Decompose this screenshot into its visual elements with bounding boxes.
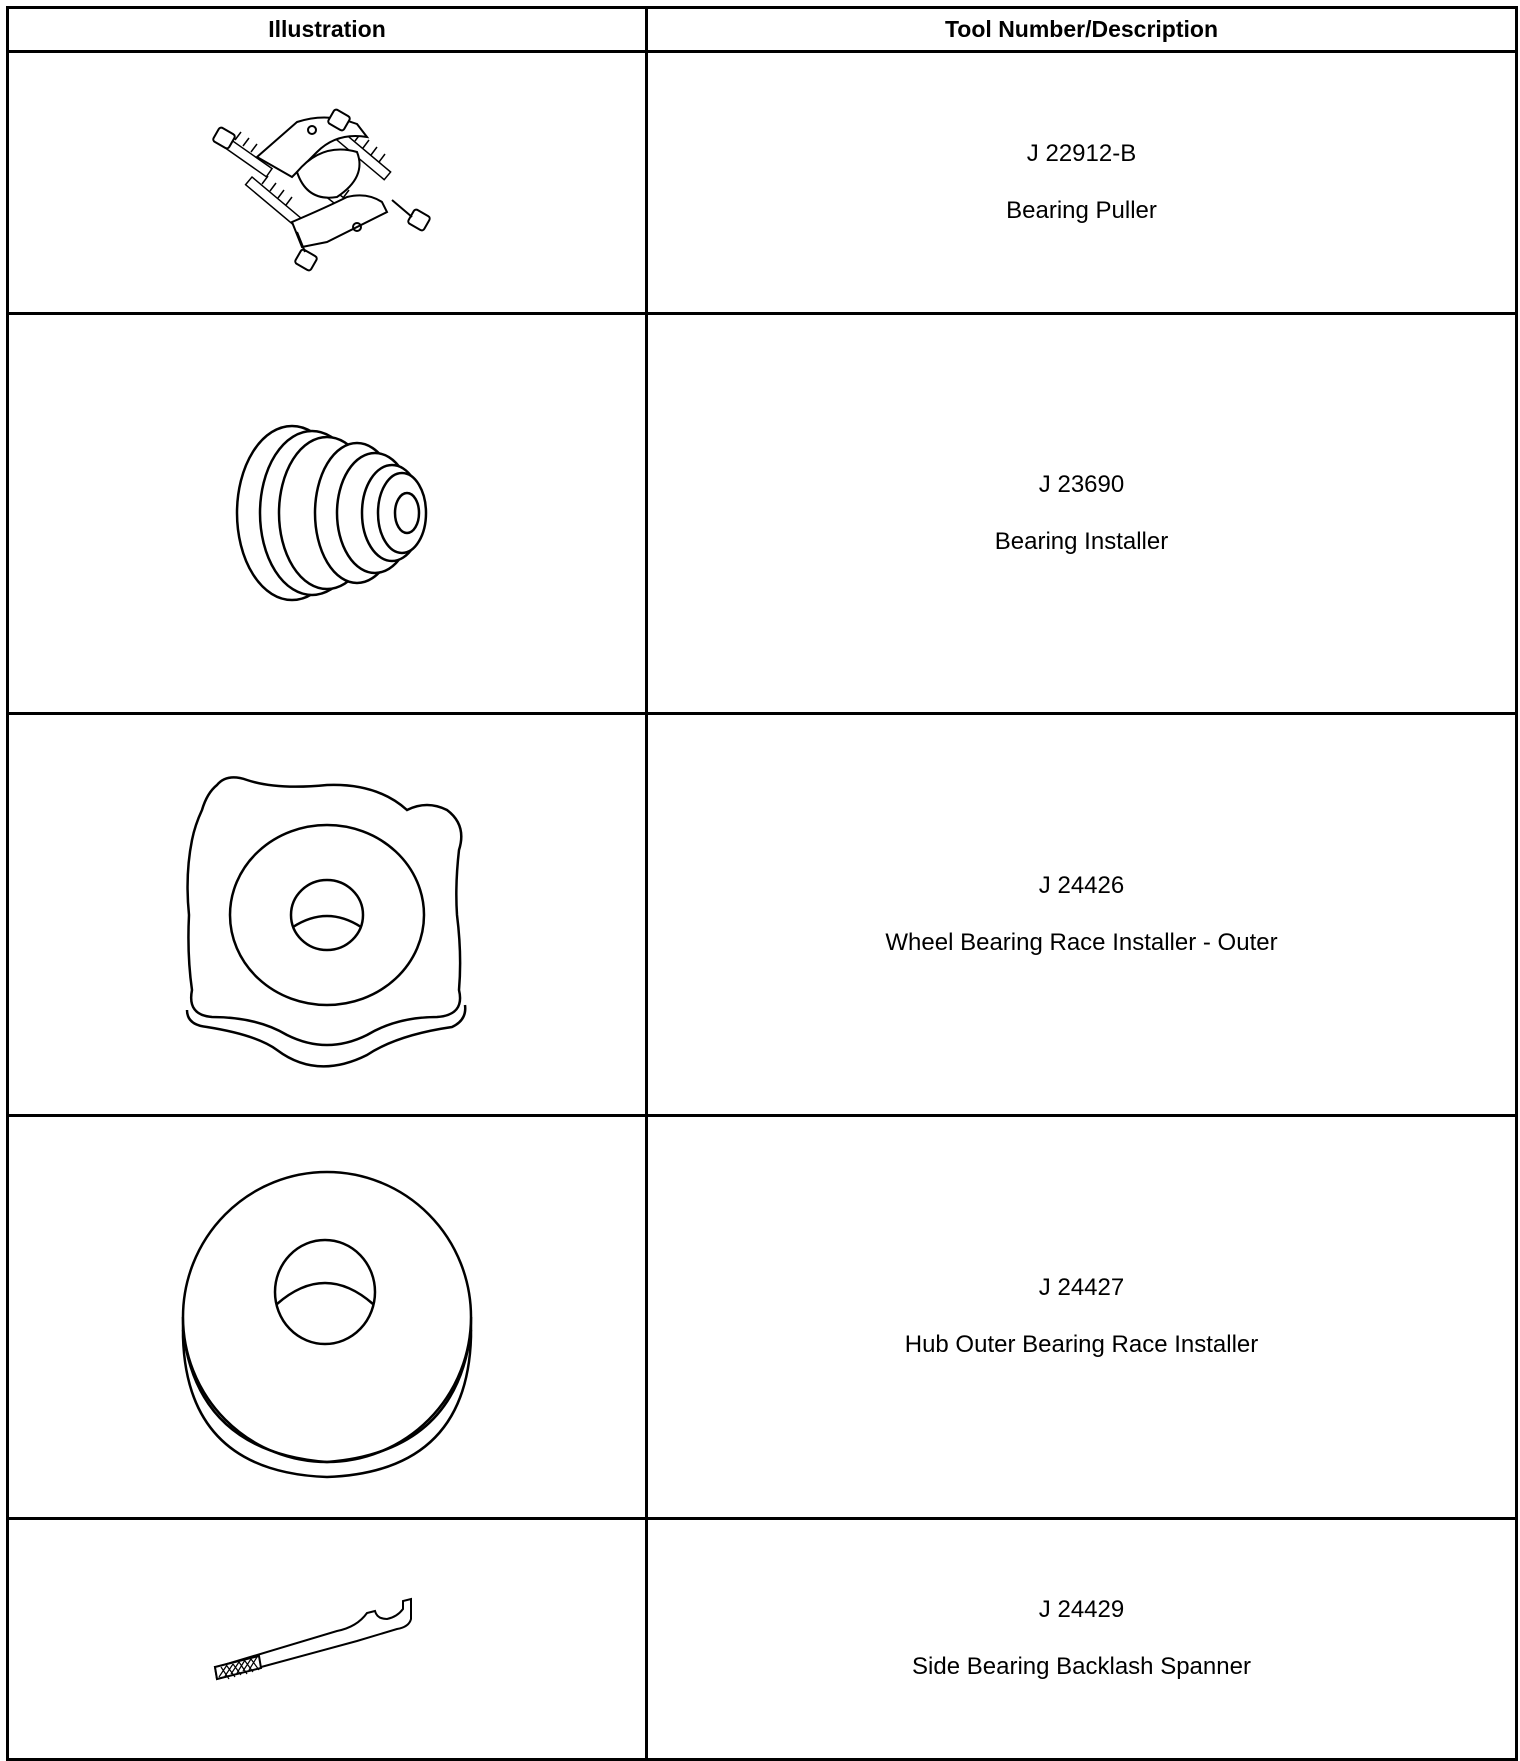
illustration-cell [8, 1116, 647, 1518]
tool-number: J 23690 [1038, 470, 1125, 498]
tool-number: J 24427 [1038, 1274, 1125, 1302]
tool-description: Bearing Puller [1006, 196, 1157, 224]
hub-race-installer-icon [177, 1152, 477, 1482]
description-cell [647, 713, 1517, 1115]
table-row [8, 713, 1517, 1115]
tool-description: Bearing Installer [994, 527, 1169, 555]
illustration-cell [8, 313, 647, 713]
illustration-cell [8, 1518, 647, 1759]
tool-description: Hub Outer Bearing Race Installer [904, 1331, 1259, 1359]
tools-table [6, 6, 1518, 1761]
description-cell [647, 1518, 1517, 1759]
backlash-spanner-icon [207, 1589, 447, 1689]
table-header-row [8, 8, 1517, 52]
description-cell [647, 313, 1517, 713]
bearing-puller-icon [197, 82, 457, 282]
table-row [8, 313, 1517, 713]
description-cell [647, 52, 1517, 314]
header-tool-number-description: Tool Number/Description [647, 8, 1517, 52]
tool-number: J 24426 [1038, 872, 1125, 900]
table-row [8, 1116, 1517, 1518]
bearing-installer-icon [197, 413, 457, 613]
tool-number: J 24429 [1038, 1596, 1125, 1624]
table-row [8, 52, 1517, 314]
race-installer-outer-icon [167, 755, 487, 1075]
tool-description: Wheel Bearing Race Installer - Outer [885, 929, 1278, 957]
tool-description: Side Bearing Backlash Spanner [912, 1653, 1251, 1681]
illustration-cell [8, 52, 647, 314]
description-cell [647, 1116, 1517, 1518]
illustration-cell [8, 713, 647, 1115]
header-illustration: Illustration [8, 8, 647, 52]
table-row [8, 1518, 1517, 1759]
tool-number: J 22912-B [1026, 139, 1137, 167]
